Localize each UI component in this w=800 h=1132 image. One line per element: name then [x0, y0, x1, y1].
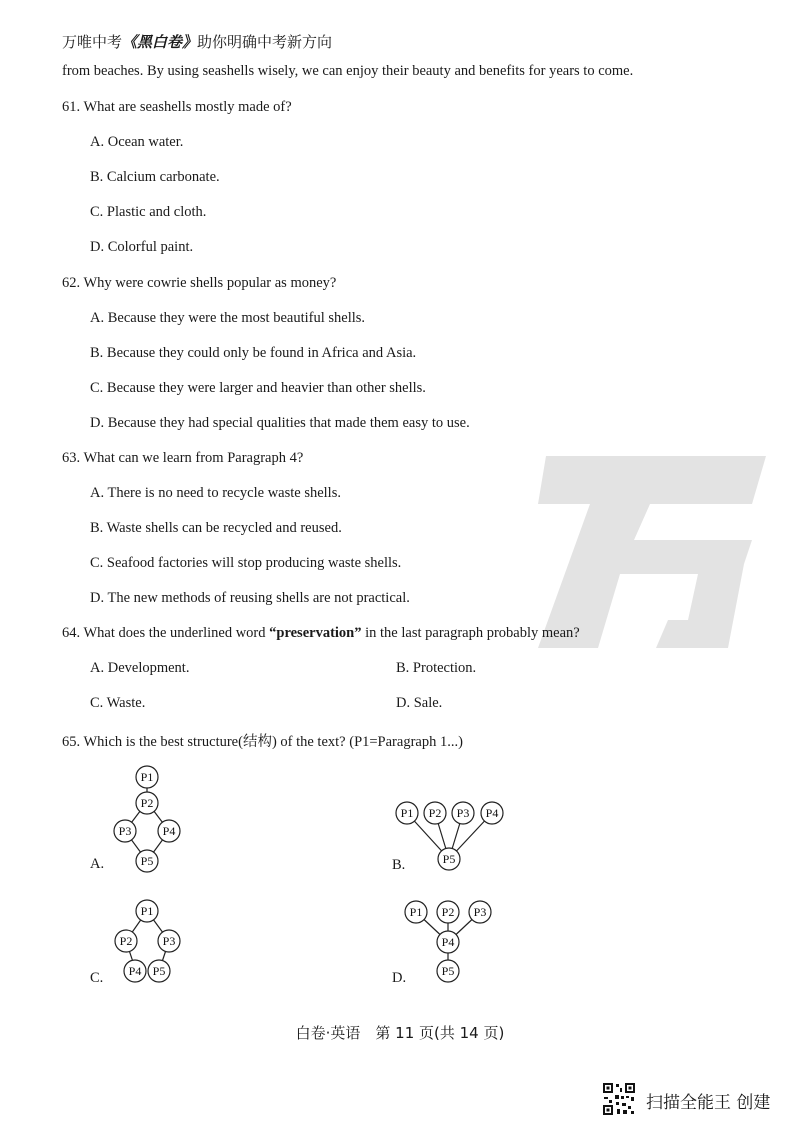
option-63-c: C. Seafood factories will stop producing waste shells. — [90, 555, 402, 571]
node-p1 — [136, 900, 158, 922]
header-prefix: 万唯中考 — [62, 33, 123, 51]
option-64-d: D. Sale. — [396, 695, 443, 711]
svg-text:P4: P4 — [485, 806, 499, 820]
option-62-c: C. Because they were larger and heavier than other shells. — [90, 380, 426, 396]
option-61-c: C. Plastic and cloth. — [90, 204, 207, 220]
svg-text:P5: P5 — [441, 964, 455, 978]
node-p2 — [437, 901, 459, 923]
passage-tail: from beaches. By using seashells wisely, we can enjoy their beauty and benefits for years to come. — [62, 63, 634, 79]
option-63-b: B. Waste shells can be recycled and reused. — [90, 520, 342, 536]
question-65: 65. Which is the best structure(结构) of the text? (P1=Paragraph 1...) — [62, 734, 463, 750]
option-62-b: B. Because they could only be found in Africa and Asia. — [90, 345, 417, 361]
page-footer: 白卷·英语 第 11 页(共 14 页) — [295, 1024, 505, 1042]
option-62-a: A. Because they were the most beautiful shells. — [90, 310, 366, 326]
node-p5 — [438, 848, 460, 870]
node-p5 — [437, 960, 459, 982]
node-p3 — [114, 820, 136, 842]
structure-diagram-a — [100, 760, 200, 880]
svg-text:P3: P3 — [118, 824, 132, 838]
svg-text:P5: P5 — [152, 964, 166, 978]
node-p2 — [136, 792, 158, 814]
node-p2 — [424, 802, 446, 824]
structure-diagram-b — [390, 795, 520, 875]
node-p3 — [469, 901, 491, 923]
svg-text:P2: P2 — [119, 934, 133, 948]
wan-logo-icon — [538, 452, 770, 652]
svg-text:P3: P3 — [456, 806, 470, 820]
question-62: 62. Why were cowrie shells popular as money? — [62, 275, 337, 291]
svg-text:P1: P1 — [140, 904, 154, 918]
structure-diagram-d — [400, 895, 500, 990]
svg-text:P5: P5 — [442, 852, 456, 866]
option-64-c: C. Waste. — [90, 695, 146, 711]
svg-text:P3: P3 — [162, 934, 176, 948]
node-p4 — [481, 802, 503, 824]
q64-stem-after: in the last paragraph probably mean? — [361, 625, 580, 641]
option-65-b: B. — [392, 857, 406, 873]
svg-text:P1: P1 — [140, 770, 154, 784]
scanner-credit: 扫描全能王 创建 — [646, 1093, 771, 1113]
option-64-a: A. Development. — [90, 660, 190, 676]
svg-text:P1: P1 — [409, 905, 423, 919]
option-63-a: A. There is no need to recycle waste shells. — [90, 485, 341, 501]
option-65-c: C. — [90, 970, 104, 986]
page-header — [62, 31, 332, 52]
qr-code-icon — [602, 1082, 636, 1116]
q64-stem-before: 64. What does the underlined word — [62, 625, 270, 641]
option-63-d: D. The new methods of reusing shells are not practical. — [90, 590, 410, 606]
structure-diagram-c — [100, 895, 200, 990]
node-p1 — [136, 766, 158, 788]
svg-text:P4: P4 — [162, 824, 176, 838]
node-p4 — [124, 960, 146, 982]
svg-text:P4: P4 — [441, 935, 455, 949]
header-suffix: 助你明确中考新方向 — [197, 33, 333, 51]
option-65-d: D. — [392, 970, 407, 986]
option-61-d: D. Colorful paint. — [90, 239, 194, 255]
header-brand: 《黑白卷》 — [122, 33, 198, 51]
svg-text:P2: P2 — [428, 806, 442, 820]
question-64 — [62, 625, 580, 642]
node-p1 — [405, 901, 427, 923]
node-p4 — [158, 820, 180, 842]
option-64-b: B. Protection. — [396, 660, 477, 676]
question-63: 63. What can we learn from Paragraph 4? — [62, 450, 304, 466]
svg-text:P2: P2 — [441, 905, 455, 919]
node-p5 — [136, 850, 158, 872]
node-p3 — [158, 930, 180, 952]
node-p1 — [396, 802, 418, 824]
svg-text:P5: P5 — [140, 854, 154, 868]
option-65-a: A. — [90, 856, 105, 872]
svg-text:P1: P1 — [400, 806, 414, 820]
question-61: 61. What are seashells mostly made of? — [62, 99, 292, 115]
node-p4 — [437, 931, 459, 953]
svg-text:P2: P2 — [140, 796, 154, 810]
option-61-b: B. Calcium carbonate. — [90, 169, 220, 185]
svg-text:P4: P4 — [128, 964, 142, 978]
q64-keyword: “preservation” — [269, 625, 362, 641]
svg-text:P3: P3 — [473, 905, 487, 919]
option-62-d: D. Because they had special qualities that made them easy to use. — [90, 415, 470, 431]
node-p2 — [115, 930, 137, 952]
option-61-a: A. Ocean water. — [90, 134, 184, 150]
node-p3 — [452, 802, 474, 824]
node-p5 — [148, 960, 170, 982]
